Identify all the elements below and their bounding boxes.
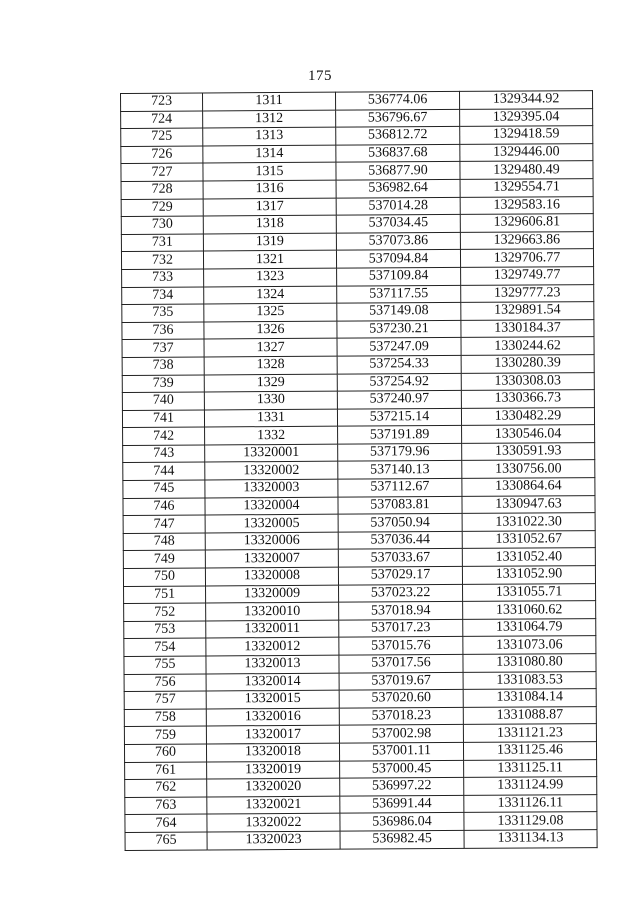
row-index-cell: 755 — [124, 656, 206, 674]
x-coordinate-cell: 537014.28 — [336, 197, 460, 215]
y-coordinate-cell: 1330756.00 — [462, 460, 595, 478]
coordinates-table-container — [120, 90, 598, 850]
point-id-cell: 13320019 — [207, 761, 340, 779]
row-index-cell: 753 — [124, 621, 206, 639]
point-id-cell: 1314 — [203, 145, 336, 163]
row-index-cell: 765 — [125, 832, 207, 850]
point-id-cell: 13320015 — [206, 690, 339, 708]
x-coordinate-cell: 536991.44 — [340, 795, 464, 813]
x-coordinate-cell: 537083.81 — [338, 496, 462, 514]
y-coordinate-cell: 1331125.46 — [463, 742, 596, 760]
x-coordinate-cell: 537029.17 — [338, 566, 462, 584]
point-id-cell: 1312 — [203, 110, 336, 128]
x-coordinate-cell: 537073.86 — [336, 232, 460, 250]
point-id-cell: 13320008 — [205, 567, 338, 585]
x-coordinate-cell: 537018.23 — [339, 707, 463, 725]
y-coordinate-cell: 1329554.71 — [460, 179, 593, 197]
point-id-cell: 13320001 — [205, 444, 338, 462]
x-coordinate-cell: 537050.94 — [338, 514, 462, 532]
x-coordinate-cell: 537034.45 — [336, 215, 460, 233]
point-id-cell: 13320002 — [205, 462, 338, 480]
row-index-cell: 733 — [122, 269, 204, 287]
row-index-cell: 748 — [123, 533, 205, 551]
row-index-cell: 750 — [123, 568, 205, 586]
row-index-cell: 736 — [122, 322, 204, 340]
x-coordinate-cell: 537254.92 — [337, 373, 461, 391]
coordinates-table-body — [121, 91, 598, 850]
x-coordinate-cell: 537036.44 — [338, 531, 462, 549]
row-index-cell: 749 — [123, 550, 205, 568]
point-id-cell: 1311 — [203, 92, 336, 110]
row-index-cell: 723 — [121, 93, 203, 111]
y-coordinate-cell: 1331022.30 — [462, 513, 595, 531]
y-coordinate-cell: 1331129.08 — [464, 812, 597, 830]
page-number: 175 — [308, 68, 332, 84]
x-coordinate-cell: 536986.04 — [340, 813, 464, 831]
point-id-cell: 1326 — [204, 321, 337, 339]
x-coordinate-cell: 536877.90 — [336, 162, 460, 180]
row-index-cell: 756 — [124, 674, 206, 692]
row-index-cell: 730 — [121, 216, 203, 234]
x-coordinate-cell: 537023.22 — [339, 584, 463, 602]
row-index-cell: 742 — [123, 427, 205, 445]
x-coordinate-cell: 537191.89 — [338, 426, 462, 444]
row-index-cell: 738 — [122, 357, 204, 375]
table-row — [125, 830, 597, 850]
row-index-cell: 731 — [121, 234, 203, 252]
y-coordinate-cell: 1331060.62 — [463, 601, 596, 619]
y-coordinate-cell: 1329344.92 — [459, 91, 592, 109]
y-coordinate-cell: 1331052.90 — [462, 566, 595, 584]
x-coordinate-cell: 537094.84 — [336, 250, 460, 268]
point-id-cell: 1330 — [204, 391, 337, 409]
x-coordinate-cell: 536796.67 — [336, 109, 460, 127]
x-coordinate-cell: 537109.84 — [337, 267, 461, 285]
x-coordinate-cell: 537017.56 — [339, 654, 463, 672]
point-id-cell: 13320018 — [206, 743, 339, 761]
point-id-cell: 1329 — [204, 374, 337, 392]
row-index-cell: 741 — [122, 410, 204, 428]
point-id-cell: 13320013 — [206, 655, 339, 673]
row-index-cell: 745 — [123, 480, 205, 498]
row-index-cell: 744 — [123, 462, 205, 480]
point-id-cell: 13320011 — [206, 620, 339, 638]
row-index-cell: 724 — [121, 111, 203, 129]
y-coordinate-cell: 1331126.11 — [464, 794, 597, 812]
row-index-cell: 732 — [121, 251, 203, 269]
point-id-cell: 13320016 — [206, 708, 339, 726]
point-id-cell: 13320009 — [206, 585, 339, 603]
point-id-cell: 13320007 — [205, 550, 338, 568]
x-coordinate-cell: 536982.45 — [340, 830, 464, 848]
x-coordinate-cell: 537117.55 — [337, 285, 461, 303]
x-coordinate-cell: 537019.67 — [339, 672, 463, 690]
point-id-cell: 13320017 — [206, 726, 339, 744]
row-index-cell: 737 — [122, 339, 204, 357]
y-coordinate-cell: 1330366.73 — [461, 390, 594, 408]
y-coordinate-cell: 1331121.23 — [463, 724, 596, 742]
y-coordinate-cell: 1329583.16 — [460, 196, 593, 214]
x-coordinate-cell: 537149.08 — [337, 303, 461, 321]
row-index-cell: 752 — [124, 603, 206, 621]
row-index-cell: 727 — [121, 163, 203, 181]
point-id-cell: 13320005 — [205, 514, 338, 532]
y-coordinate-cell: 1331124.99 — [464, 777, 597, 795]
row-index-cell: 763 — [125, 797, 207, 815]
point-id-cell: 1316 — [203, 180, 336, 198]
x-coordinate-cell: 536774.06 — [335, 91, 459, 109]
point-id-cell: 13320010 — [206, 602, 339, 620]
y-coordinate-cell: 1330864.64 — [462, 478, 595, 496]
x-coordinate-cell: 536982.64 — [336, 179, 460, 197]
point-id-cell: 1315 — [203, 163, 336, 181]
row-index-cell: 754 — [124, 638, 206, 656]
row-index-cell: 762 — [125, 779, 207, 797]
y-coordinate-cell: 1330947.63 — [462, 495, 595, 513]
point-id-cell: 1313 — [203, 127, 336, 145]
x-coordinate-cell: 537240.97 — [337, 391, 461, 409]
y-coordinate-cell: 1330591.93 — [462, 442, 595, 460]
x-coordinate-cell: 537002.98 — [339, 725, 463, 743]
point-id-cell: 1318 — [203, 215, 336, 233]
row-index-cell: 760 — [124, 744, 206, 762]
row-index-cell: 746 — [123, 498, 205, 516]
y-coordinate-cell: 1331084.14 — [463, 689, 596, 707]
point-id-cell: 13320004 — [205, 497, 338, 515]
y-coordinate-cell: 1330244.62 — [461, 337, 594, 355]
point-id-cell: 13320012 — [206, 638, 339, 656]
y-coordinate-cell: 1331134.13 — [464, 830, 597, 848]
point-id-cell: 1317 — [203, 198, 336, 216]
point-id-cell: 13320020 — [207, 778, 340, 796]
y-coordinate-cell: 1331052.67 — [462, 530, 595, 548]
row-index-cell: 728 — [121, 181, 203, 199]
y-coordinate-cell: 1329663.86 — [460, 231, 593, 249]
point-id-cell: 1319 — [203, 233, 336, 251]
x-coordinate-cell: 537015.76 — [339, 637, 463, 655]
row-index-cell: 751 — [124, 586, 206, 604]
row-index-cell: 747 — [123, 515, 205, 533]
x-coordinate-cell: 537017.23 — [339, 619, 463, 637]
y-coordinate-cell: 1329418.59 — [460, 126, 593, 144]
y-coordinate-cell: 1329706.77 — [460, 249, 593, 267]
y-coordinate-cell: 1331073.06 — [463, 636, 596, 654]
row-index-cell: 739 — [122, 374, 204, 392]
y-coordinate-cell: 1330308.03 — [461, 372, 594, 390]
y-coordinate-cell: 1331125.11 — [464, 759, 597, 777]
point-id-cell: 1327 — [204, 338, 337, 356]
y-coordinate-cell: 1330184.37 — [461, 319, 594, 337]
y-coordinate-cell: 1331083.53 — [463, 671, 596, 689]
row-index-cell: 725 — [121, 128, 203, 146]
x-coordinate-cell: 537112.67 — [338, 478, 462, 496]
point-id-cell: 1321 — [203, 251, 336, 269]
x-coordinate-cell: 536812.72 — [336, 127, 460, 145]
y-coordinate-cell: 1330280.39 — [461, 355, 594, 373]
x-coordinate-cell: 537254.33 — [337, 355, 461, 373]
x-coordinate-cell: 536837.68 — [336, 144, 460, 162]
row-index-cell: 757 — [124, 691, 206, 709]
row-index-cell: 726 — [121, 146, 203, 164]
y-coordinate-cell: 1329480.49 — [460, 161, 593, 179]
x-coordinate-cell: 537215.14 — [337, 408, 461, 426]
x-coordinate-cell: 537020.60 — [339, 690, 463, 708]
point-id-cell: 13320014 — [206, 673, 339, 691]
x-coordinate-cell: 537230.21 — [337, 320, 461, 338]
point-id-cell: 13320021 — [207, 796, 340, 814]
y-coordinate-cell: 1330482.29 — [461, 407, 594, 425]
x-coordinate-cell: 536997.22 — [340, 778, 464, 796]
x-coordinate-cell: 537000.45 — [340, 760, 464, 778]
x-coordinate-cell: 537001.11 — [339, 742, 463, 760]
point-id-cell: 1323 — [204, 268, 337, 286]
point-id-cell: 1324 — [204, 286, 337, 304]
row-index-cell: 764 — [125, 814, 207, 832]
point-id-cell: 1332 — [205, 426, 338, 444]
x-coordinate-cell: 537247.09 — [337, 338, 461, 356]
x-coordinate-cell: 537179.96 — [338, 443, 462, 461]
row-index-cell: 758 — [124, 709, 206, 727]
point-id-cell: 1331 — [204, 409, 337, 427]
y-coordinate-cell: 1331052.40 — [462, 548, 595, 566]
x-coordinate-cell: 537140.13 — [338, 461, 462, 479]
y-coordinate-cell: 1329446.00 — [460, 143, 593, 161]
y-coordinate-cell: 1329606.81 — [460, 214, 593, 232]
y-coordinate-cell: 1331055.71 — [463, 583, 596, 601]
point-id-cell: 1328 — [204, 356, 337, 374]
row-index-cell: 740 — [122, 392, 204, 410]
y-coordinate-cell: 1331064.79 — [463, 618, 596, 636]
y-coordinate-cell: 1330546.04 — [462, 425, 595, 443]
x-coordinate-cell: 537033.67 — [338, 549, 462, 567]
y-coordinate-cell: 1329777.23 — [461, 284, 594, 302]
y-coordinate-cell: 1331080.80 — [463, 654, 596, 672]
point-id-cell: 13320006 — [205, 532, 338, 550]
point-id-cell: 13320023 — [207, 831, 340, 849]
row-index-cell: 729 — [121, 199, 203, 217]
coordinates-table — [120, 90, 598, 850]
row-index-cell: 761 — [125, 762, 207, 780]
y-coordinate-cell: 1329749.77 — [461, 267, 594, 285]
row-index-cell: 734 — [122, 287, 204, 305]
point-id-cell: 1325 — [204, 303, 337, 321]
point-id-cell: 13320003 — [205, 479, 338, 497]
x-coordinate-cell: 537018.94 — [339, 602, 463, 620]
row-index-cell: 759 — [124, 726, 206, 744]
point-id-cell: 13320022 — [207, 814, 340, 832]
y-coordinate-cell: 1329395.04 — [460, 108, 593, 126]
row-index-cell: 743 — [123, 445, 205, 463]
y-coordinate-cell: 1329891.54 — [461, 302, 594, 320]
row-index-cell: 735 — [122, 304, 204, 322]
y-coordinate-cell: 1331088.87 — [463, 706, 596, 724]
